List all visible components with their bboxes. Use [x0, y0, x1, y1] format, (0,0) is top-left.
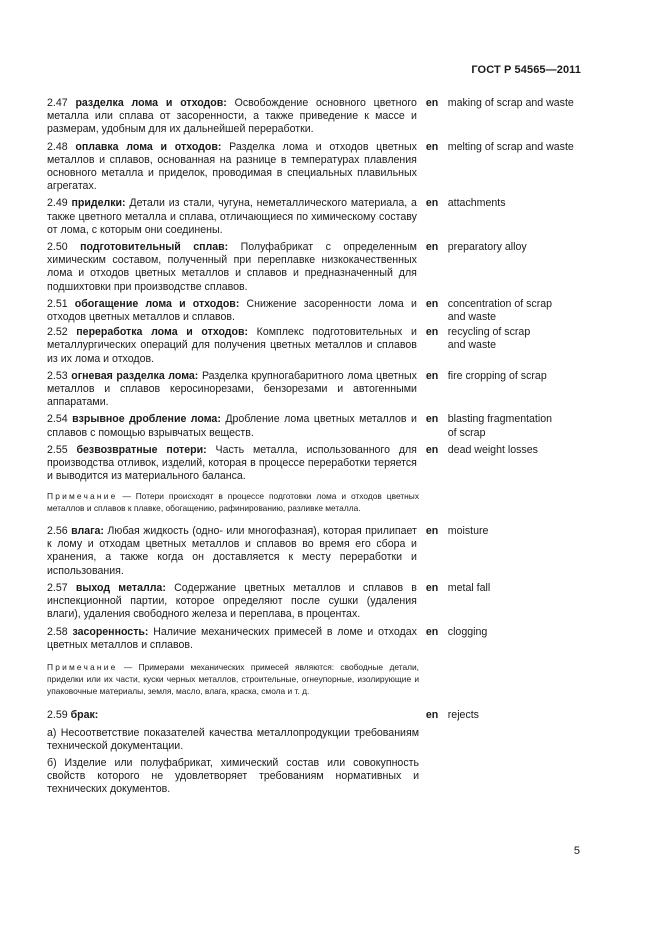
- lang-code: en: [425, 326, 439, 339]
- term-definition: Разделка крупногабаритного лома цветных металлов и сплавов керосинорезами, бензорезами и автогенными аппаратами.: [47, 369, 417, 409]
- term-entry-2-50: [47, 241, 587, 294]
- term-number: 2.50: [47, 241, 68, 254]
- lang-code: en: [425, 443, 439, 456]
- term-title: выход металла:: [75, 581, 166, 594]
- lang-code: en: [425, 241, 439, 254]
- term-title: разделка лома и отходов:: [75, 97, 227, 109]
- term-entry-2-53: [47, 370, 587, 410]
- english-term: concentration of scrap and waste: [447, 297, 553, 324]
- note-text: — Потери происходят в процессе подготовки лома и отходов цветных металлов и сплавов к плавке, обогащению, рафинированию, разливке металла.: [47, 491, 420, 514]
- term-entry-2-47: [47, 97, 587, 137]
- document-header: ГОСТ Р 54565—2011: [471, 64, 581, 76]
- term-entry-2-51: [47, 298, 587, 324]
- english-term: blasting fragmentation of scrap: [447, 413, 553, 439]
- english-term: recycling of scrap and waste: [447, 326, 531, 352]
- lang-code: en: [425, 709, 439, 722]
- term-number: 2.54: [47, 413, 68, 426]
- english-term: moisture: [447, 525, 489, 538]
- term-definition: Полуфабрикат с определенным химическим составом, полученный при переплавке низкокачественных лома и отходов цветных металлов и сплавов и предназначенный для подшихтовки при производстве сплавов.: [47, 241, 417, 293]
- english-term: attachments: [447, 197, 506, 210]
- page-number: 5: [573, 845, 580, 857]
- term-title: обогащение лома и отходов:: [74, 297, 240, 310]
- term-entry-2-59: [47, 709, 587, 722]
- term-number: 2.48: [47, 140, 68, 153]
- note-label: Примечание: [47, 661, 118, 672]
- term-entry-2-56: [47, 525, 587, 578]
- note-2-58: [47, 662, 419, 697]
- term-entry-2-49: [47, 197, 587, 237]
- note-label: Примечание: [47, 491, 118, 502]
- english-term: dead weight losses: [447, 443, 538, 456]
- term-entry-2-57: [47, 582, 587, 622]
- definition-paragraph-b: б) Изделие или полуфабрикат, химический состав или совокупность свойств которого не удовлетворяет требованиям нормативных и технических документов.: [47, 756, 419, 796]
- term-title: взрывное дробление лома:: [72, 413, 221, 426]
- lang-code: en: [425, 525, 439, 538]
- note-text: — Примерами механических примесей являются: свободные детали, приделки или их части, куски черных металлов, строительные, огнеупорные, изолирующие и упаковочные материалы, земля, масло, влага, краска, смола и т. д.: [47, 661, 420, 696]
- lang-code: en: [425, 197, 439, 210]
- term-definition: Дробление лома цветных металлов и сплавов с помощью взрывчатых веществ.: [47, 413, 417, 439]
- definition-paragraph-a: а) Несоответствие показателей качества металлопродукции требованиям технической документации.: [47, 726, 419, 752]
- term-entry-2-54: [47, 413, 587, 439]
- term-entry-2-52: [47, 326, 587, 366]
- term-title: переработка лома и отходов:: [76, 326, 249, 339]
- term-number: 2.56: [47, 525, 68, 538]
- term-number: 2.58: [47, 625, 68, 638]
- term-number: 2.47: [47, 97, 68, 109]
- term-number: 2.49: [47, 197, 68, 210]
- term-definition: Детали из стали, чугуна, неметаллического материала, а также цветного металла и сплава, отличающиеся по химическому составу от лома, с которым они соединены.: [47, 197, 417, 236]
- lang-code: en: [425, 297, 439, 310]
- term-definition: Любая жидкость (одно- или многофазная), которая прилипает к лому и отходам цветных металлов и сплавов во время его сбора и хранения, а также когда он доставляется к месту переработки и использования.: [47, 525, 417, 577]
- term-title: оплавка лома и отходов:: [75, 140, 222, 153]
- term-title: приделки:: [71, 197, 126, 210]
- term-definition: Освобождение основного цветного металла или сплава от засоренности, а также приведение к массе и размерам, удобным для их дальнейшей переработки.: [47, 97, 417, 136]
- term-number: 2.55: [47, 443, 68, 456]
- note-2-55: [47, 491, 419, 515]
- term-number: 2.52: [47, 326, 68, 339]
- term-entry-2-48: [47, 141, 587, 194]
- term-definition: Содержание цветных металлов и сплавов в инспекционной партии, которое определяют после сушки (удаления влаги), удаления свободного железа и переплава, в процентах.: [47, 581, 417, 621]
- term-entry-2-55: [47, 444, 587, 484]
- term-title: безвозвратные потери:: [76, 443, 207, 456]
- lang-code: en: [425, 413, 439, 426]
- term-number: 2.53: [47, 369, 68, 382]
- term-number: 2.51: [47, 297, 68, 310]
- term-title: огневая разделка лома:: [71, 369, 199, 382]
- english-term: making of scrap and waste: [447, 97, 574, 109]
- term-definition: Наличие механических примесей в ломе и отходах цветных металлов и сплавов.: [47, 625, 417, 651]
- english-term: clogging: [447, 625, 488, 638]
- english-term: metal fall: [447, 581, 491, 594]
- term-title: подготовительный сплав:: [80, 241, 229, 254]
- term-title: брак:: [70, 709, 99, 722]
- term-title: засоренность:: [72, 625, 149, 638]
- lang-code: en: [425, 625, 439, 638]
- term-entry-2-58: [47, 626, 587, 652]
- terms-list: [47, 97, 587, 797]
- term-title: влага:: [71, 525, 104, 538]
- lang-code: en: [425, 581, 439, 594]
- english-term: rejects: [447, 709, 479, 722]
- lang-code: en: [425, 369, 439, 382]
- term-definition: Часть металла, использованного для производства отливок, изделий, которая в процессе переработки теряется и выводится из материального баланса.: [47, 443, 417, 483]
- term-definition: Комплекс подготовительных и металлургических операций для получения цветных металлов и сплавов из их лома и отходов.: [47, 326, 417, 365]
- term-definition: Снижение засоренности лома и отходов цветных металлов и сплавов.: [47, 297, 417, 324]
- lang-code: en: [425, 97, 439, 109]
- term-number: 2.59: [47, 709, 68, 722]
- term-number: 2.57: [47, 581, 68, 594]
- lang-code: en: [425, 140, 439, 153]
- english-term: melting of scrap and waste: [447, 140, 574, 153]
- term-definition: Разделка лома и отходов цветных металлов и сплавов, основанная на разнице в температурах плавления основного металла и приделок, проводимая в специальных плавильных агрегатах.: [47, 140, 417, 193]
- english-term: fire cropping of scrap: [447, 369, 547, 382]
- english-term: preparatory alloy: [447, 241, 527, 254]
